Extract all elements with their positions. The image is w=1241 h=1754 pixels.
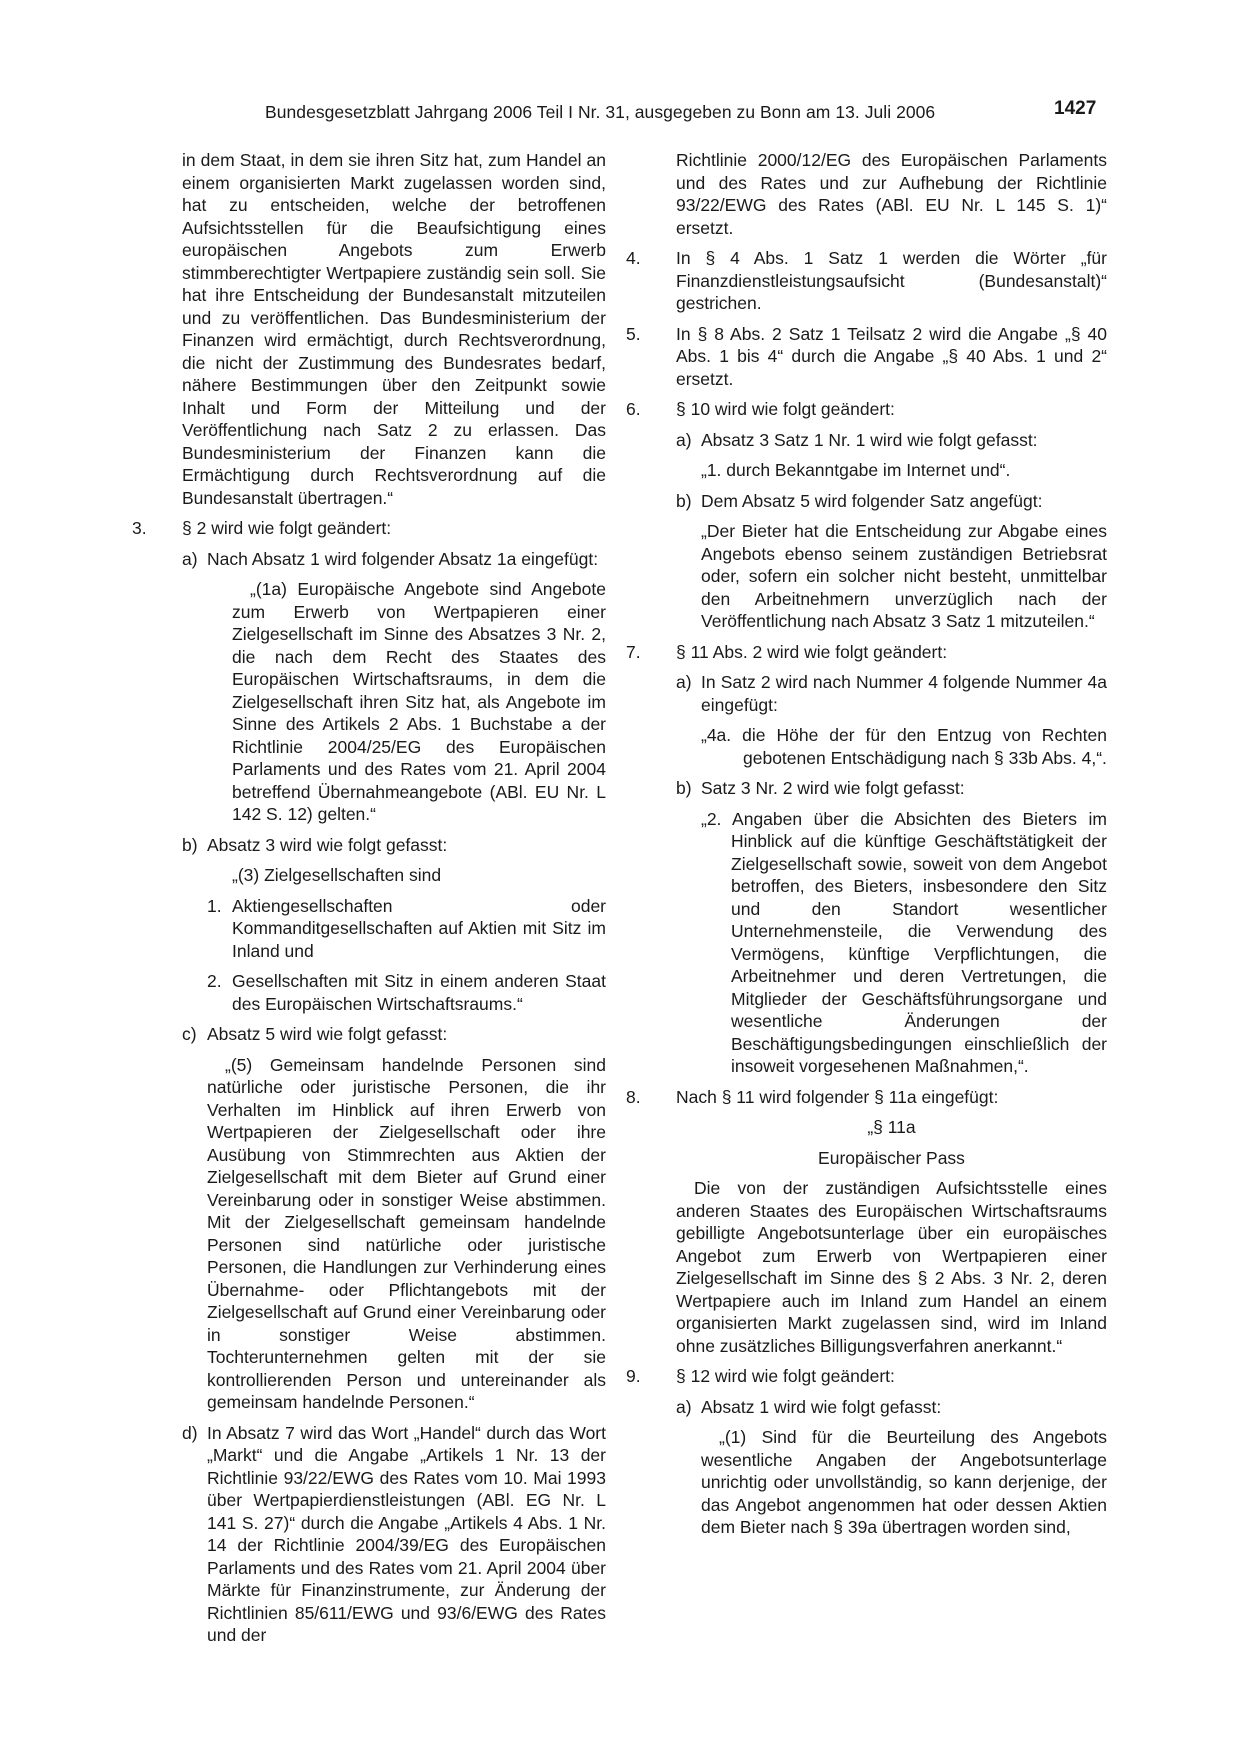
item-7-sub-a-letter: a) [676,672,692,692]
item-8 [626,1086,1107,1358]
item-7-sub-b-letter: b) [676,778,692,798]
item-6 [626,398,1107,633]
list-item-number: 1. [207,895,222,916]
item-3-sub-b-letter: b) [182,834,198,855]
list-item-text: Aktiengesellschaften oder Kommanditgesellschaften auf Aktien mit Sitz im Inland und [232,895,606,961]
item-7-sub-a [676,671,1107,769]
item-3-sub-c-quote: „(5) Gemeinsam handelnde Personen sind natürliche oder juristische Personen, die ihr Verhalten im Hinblick auf ihren Erwerb von Wertpapieren der Zielgesellschaft oder ihre Ausübung von Stimmrechten aus Aktien der Zielgesellschaft mit dem Bieter auf Grund einer Vereinbarung oder in sonstiger Weise abstimmen. Mit der Zielgesellschaft gemeinsam handelnde Personen sind natürliche oder juristische Personen, die Handlungen zur Verhinderung eines Übernahme- oder Pflichtangebots mit der Zielgesellschaft auf Grund einer Vereinbarung oder in sonstiger Weise abstimmen. Tochterunternehmen gelten mit der sie kontrollierenden Person und untereinander als gemeinsam handelnde Personen.“ [207,1054,606,1412]
item-3-sub-d [182,1422,606,1647]
item-5 [626,323,1107,391]
item-7-sub-b-quote: „2. Angaben über die Absichten des Bieters im Hinblick auf die künftige Geschäftstätigkeit der Zielgesellschaft sowie, soweit von dem Angebot betroffen, des Bieters, insbesondere den Sitz und den Standort wesentlicher Unternehmensteile, die Verwendung des Vermögens, künftige Verpflichtungen, die Arbeitnehmer und deren Vertretungen, die Mitglieder der Geschäftsführungsorgane und wesentliche Änderungen der Beschäftigungsbedingungen einschließlich der insoweit vorgesehenen Maßnahmen,“. [701,808,1107,1076]
item-9-sub-a-quote: „(1) Sind für die Beurteilung des Angebots wesentliche Angaben der Angebotsunterlage unrichtig oder unvollständig, so kann derjenige, der das Angebot angenommen hat oder dessen Aktien dem Bieter nach § 39a übertragen worden sind, [701,1427,1107,1537]
item-3 [132,517,606,1647]
list-item-text: Gesellschaften mit Sitz in einem anderen Staat des Europäischen Wirtschaftsraums.“ [232,971,606,1014]
running-head: Bundesgesetzblatt Jahrgang 2006 Teil I Nr. 31, ausgegeben zu Bonn am 13. Juli 2006 [265,102,936,122]
item-3-sub-c [182,1023,606,1414]
item-3-sub-b-text: Absatz 3 wird wie folgt gefasst: [207,834,448,855]
item-3-sub-a-letter: a) [182,548,198,569]
item-5-number: 5. [626,323,641,344]
item-3-sub-b-list-item [207,895,606,963]
item-3-sub-b [182,834,606,1016]
item-3-sub-b-list-item [207,970,606,1015]
item-7-sub-b-text: Satz 3 Nr. 2 wird wie folgt gefasst: [701,778,965,798]
item-3-sub-a [182,548,606,826]
item-9-sub-a-letter: a) [676,1396,692,1417]
item-4-text: In § 4 Abs. 1 Satz 1 werden die Wörter „für Finanzdienstleistungsaufsicht (Bundesanstalt)“ gestrichen. [676,248,1107,313]
item-9-sub-a [676,1396,1107,1539]
left-column [132,149,606,1655]
item-4 [626,247,1107,315]
item-7-sub-b [676,777,1107,1078]
item-5-text: In § 8 Abs. 2 Satz 1 Teilsatz 2 wird die Angabe „§ 40 Abs. 1 bis 4“ durch die Angabe „§ 40 Abs. 1 und 2“ ersetzt. [676,323,1107,389]
item-6-sub-a [676,429,1107,482]
item-3-sub-d-text: In Absatz 7 wird das Wort „Handel“ durch das Wort „Markt“ und die Angabe „Artikels 1 Nr. 13 der Richtlinie 93/22/EWG des Rates vom 10. Mai 1993 über Wertpapierdienstleistungen (ABl. EG Nr. L 141 S. 27)“ durch die Angabe „Artikels 4 Abs. 1 Nr. 14 der Richtlinie 2004/39/EG des Europäischen Parlaments und des Rates vom 21. April 2004 über Märkte für Finanzinstrumente, zur Änderung der Richtlinien 85/611/EWG und 93/6/EWG des Rates und der [207,1422,606,1645]
section-heading: „§ 11a [867,1117,916,1137]
item-6-sub-a-letter: a) [676,429,692,450]
item-3-sub-d-letter: d) [182,1422,198,1443]
item-3-number: 3. [132,518,147,538]
item-3-sub-a-text: Nach Absatz 1 wird folgender Absatz 1a eingefügt: [207,548,599,569]
item-3-sub-c-text: Absatz 5 wird wie folgt gefasst: [207,1024,448,1044]
item-6-sub-b [676,490,1107,633]
item-6-number: 6. [626,399,641,419]
item-7-text: § 11 Abs. 2 wird wie folgt geändert: [676,641,948,662]
item-7-sub-a-quote: „4a. die Höhe der für den Entzug von Rechten gebotenen Entschädigung nach § 33b Abs. 4,“. [701,725,1107,768]
item-8-text: Nach § 11 wird folgender § 11a eingefügt: [676,1086,999,1107]
item-6-sub-b-quote: „Der Bieter hat die Entscheidung zur Abgabe eines Angebots ebenso seinem zuständigen Betriebsrat oder, sofern ein solcher nicht besteht, unmittelbar den Arbeitnehmern unverzüglich nach der Veröffentlichung nach Absatz 3 Satz 1 mitzuteilen.“ [701,521,1107,631]
section-text: Die von der zuständigen Aufsichtsstelle eines anderen Staates des Europäischen Wirtschaftsraums gebilligte Angebotsunterlage über ein europäisches Angebot zum Erwerb von Wertpapieren einer Zielgesellschaft im Sinne des § 2 Abs. 3 Nr. 2, deren Wertpapiere auch im Inland zum Handel an einem organisierten Markt zugelassen sind, wird im Inland ohne zusätzliches Billigungsverfahren anerkannt.“ [676,1178,1107,1356]
right-column [626,149,1107,1547]
item-9-sub-a-text: Absatz 1 wird wie folgt gefasst: [701,1396,942,1417]
item-6-sub-a-text: Absatz 3 Satz 1 Nr. 1 wird wie folgt gefasst: [701,429,1038,450]
list-item-number: 2. [207,971,222,991]
item-3-sub-a-quote: „(1a) Europäische Angebote sind Angebote zum Erwerb von Wertpapieren einer Zielgesellschaft im Sinne des Absatzes 3 Nr. 2, die nach dem Recht des Staates des Europäischen Wirtschaftsraums, in dem die Zielgesellschaft ihren Sitz hat, als Angebote im Sinne des Artikels 2 Abs. 1 Buchstabe a der Richtlinie 2004/25/EG des Europäischen Parlaments und des Rates vom 21. April 2004 betreffend Übernahmeangebote (ABl. EU Nr. L 142 S. 12) gelten.“ [232,579,606,824]
item-7-number: 7. [626,641,641,662]
item-8-number: 8. [626,1086,641,1107]
item-9 [626,1365,1107,1539]
item-9-text: § 12 wird wie folgt geändert: [676,1366,895,1386]
item-4-number: 4. [626,248,641,268]
page-number: 1427 [1054,98,1097,119]
item-6-text: § 10 wird wie folgt geändert: [676,399,895,419]
right-continuation-text: Richtlinie 2000/12/EG des Europäischen Parlaments und des Rates und zur Aufhebung der Richtlinie 93/22/EWG des Rates (ABl. EU Nr. L 145 S. 1)“ ersetzt. [676,150,1107,238]
page-header [0,98,1241,128]
item-7 [626,641,1107,1078]
item-3-sub-b-quote-head: „(3) Zielgesellschaften sind [232,865,442,885]
section-title: Europäischer Pass [818,1147,965,1168]
item-3-text: § 2 wird wie folgt geändert: [182,518,392,538]
item-6-sub-b-text: Dem Absatz 5 wird folgender Satz angefügt: [701,490,1043,511]
right-continuation-block [626,149,1107,239]
item-3-sub-c-letter: c) [182,1024,197,1044]
item-6-sub-b-letter: b) [676,490,692,511]
left-intro-block [132,149,606,509]
item-7-sub-a-text: In Satz 2 wird nach Nummer 4 folgende Nummer 4a eingefügt: [701,672,1107,715]
item-9-number: 9. [626,1366,641,1386]
item-6-sub-a-quote: „1. durch Bekanntgabe im Internet und“. [701,460,1011,480]
left-intro-text: in dem Staat, in dem sie ihren Sitz hat, zum Handel an einem organisierten Markt zugelassen worden sind, hat zu entscheiden, welche der betroffenen Aufsichtsstellen für die Beaufsichtigung eines europäischen Angebots zum Erwerb stimmberechtigter Wertpapiere zuständig sein soll. Sie hat ihre Entscheidung der Bundesanstalt mitzuteilen und zu veröffentlichen. Das Bundesministerium der Finanzen wird ermächtigt, durch Rechtsverordnung, die nicht der Zustimmung des Bundesrates bedarf, nähere Bestimmungen über den Zeitpunkt sowie Inhalt und Form der Mitteilung und der Veröffentlichung nach Satz 2 zu erlassen. Das Bundesministerium der Finanzen kann die Ermächtigung durch Rechtsverordnung auf die Bundesanstalt übertragen.“ [182,150,606,508]
